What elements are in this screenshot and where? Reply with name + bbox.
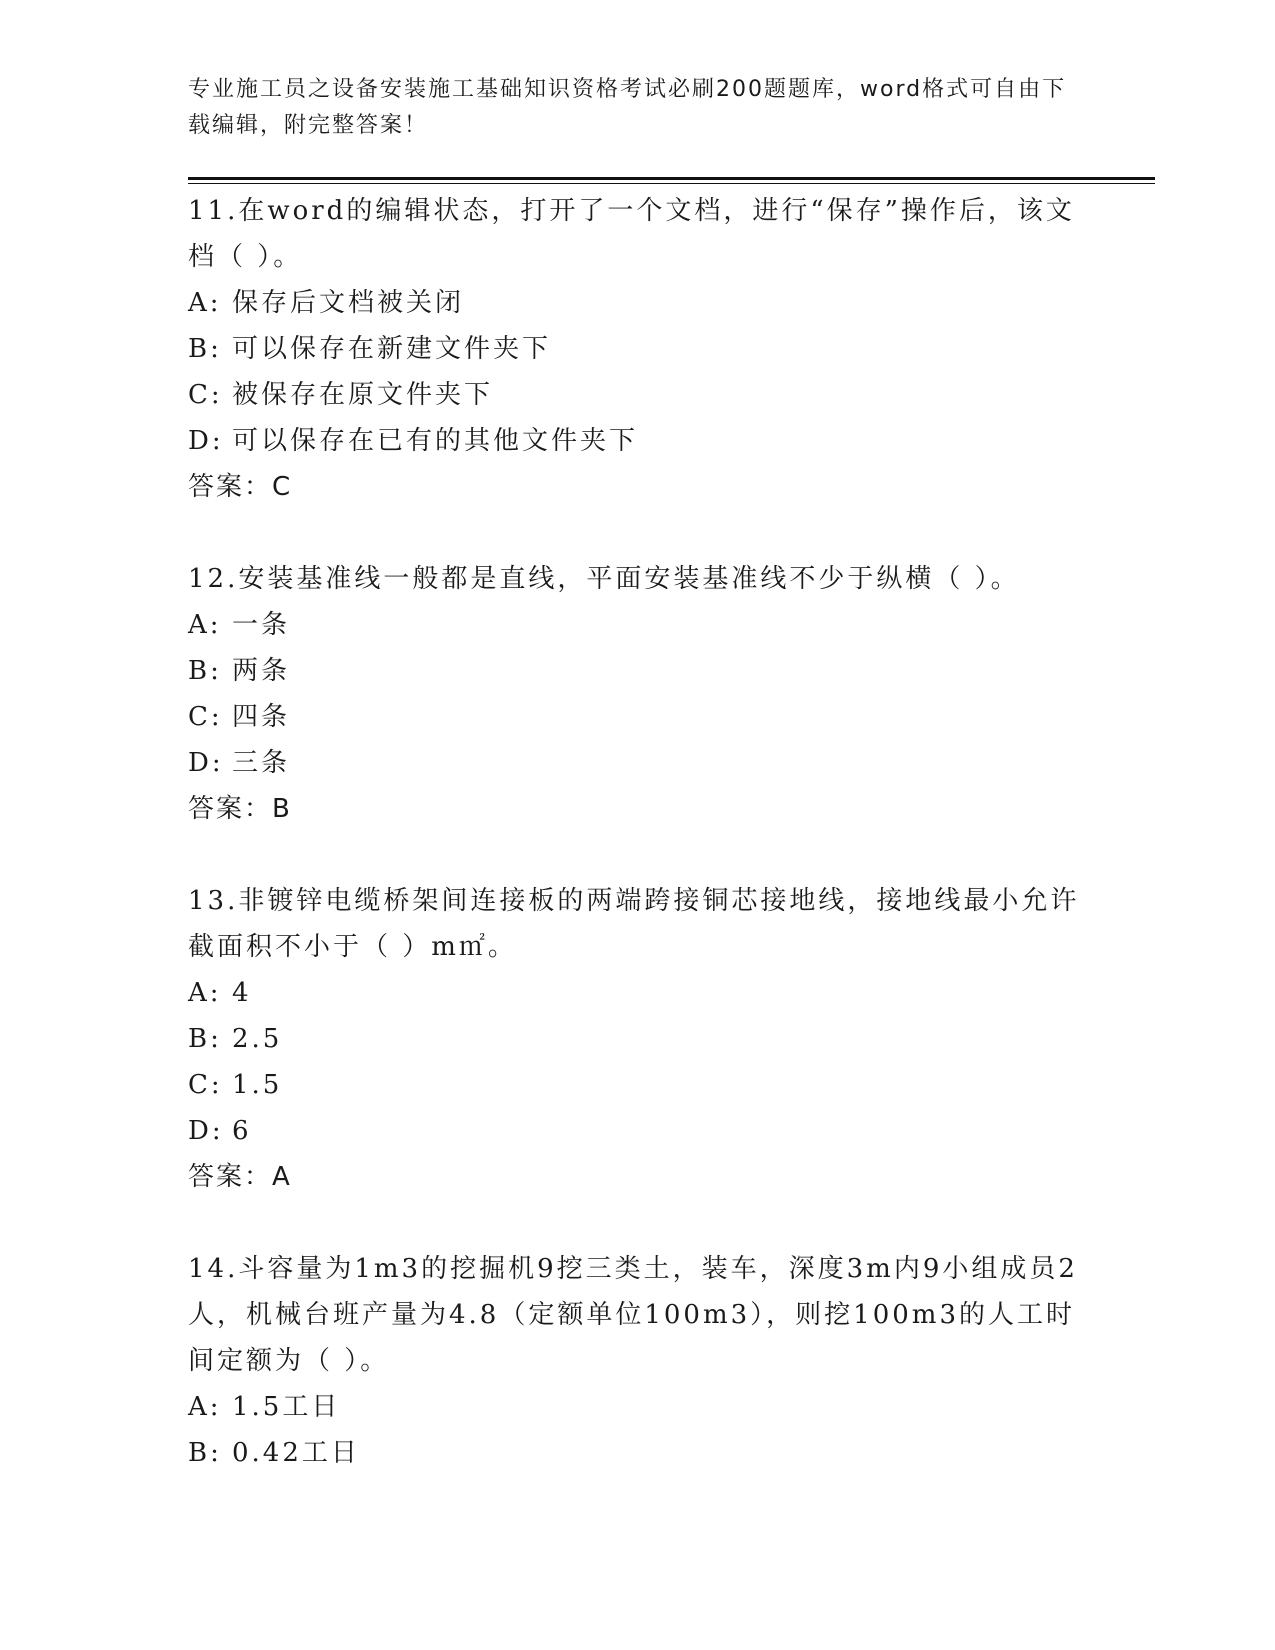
option-b — [188, 648, 1088, 694]
option-c — [188, 694, 1088, 740]
option-d — [188, 418, 1088, 464]
option-c — [188, 1062, 1088, 1108]
option-letter: B: — [188, 1438, 222, 1468]
option-letter: C: — [188, 380, 223, 410]
option-a — [188, 970, 1088, 1016]
option-text: 1.5 — [232, 1070, 283, 1100]
option-b — [188, 1016, 1088, 1062]
question-item — [188, 188, 1088, 510]
option-text: 4 — [232, 978, 252, 1008]
option-letter: B: — [188, 334, 222, 364]
option-b — [188, 326, 1088, 372]
option-text: 四条 — [232, 702, 291, 732]
answer-line: 答案：B — [188, 794, 292, 824]
option-c — [188, 372, 1088, 418]
option-letter: A: — [188, 978, 222, 1008]
header-rule-thick — [188, 177, 1155, 180]
option-letter: D: — [188, 426, 224, 456]
question-list — [188, 188, 1088, 1522]
option-d — [188, 1108, 1088, 1154]
option-text: 1.5工日 — [232, 1392, 341, 1422]
question-stem: 14.斗容量为1m3的挖掘机9挖三类土，装车，深度3m内9小组成员2人，机械台班产量为4.8（定额单位100m3），则挖100m3的人工时间定额为（ ）。 — [188, 1254, 1078, 1376]
option-letter: A: — [188, 288, 222, 318]
option-text: 三条 — [232, 748, 291, 778]
document-header: 专业施工员之设备安装施工基础知识资格考试必刷200题题库，word格式可自由下载编辑，附完整答案！ — [188, 77, 1067, 138]
option-letter: B: — [188, 1024, 222, 1054]
option-letter: D: — [188, 1116, 224, 1146]
option-text: 0.42工日 — [232, 1438, 360, 1468]
option-text: 被保存在原文件夹下 — [232, 380, 494, 410]
question-item — [188, 1246, 1088, 1476]
answer-line: 答案：C — [188, 472, 293, 502]
option-text: 2.5 — [232, 1024, 283, 1054]
option-text: 两条 — [232, 656, 291, 686]
option-text: 可以保存在新建文件夹下 — [232, 334, 552, 364]
option-text: 一条 — [232, 610, 291, 640]
option-letter: A: — [188, 610, 222, 640]
option-letter: D: — [188, 748, 224, 778]
option-letter: C: — [188, 702, 223, 732]
option-b — [188, 1430, 1088, 1476]
question-stem: 12.安装基准线一般都是直线，平面安装基准线不少于纵横（ ）。 — [188, 564, 1020, 594]
option-letter: C: — [188, 1070, 223, 1100]
option-text: 6 — [232, 1116, 252, 1146]
option-letter: B: — [188, 656, 222, 686]
question-item — [188, 878, 1088, 1200]
option-a — [188, 1384, 1088, 1430]
option-d — [188, 740, 1088, 786]
answer-line: 答案：A — [188, 1162, 292, 1192]
option-a — [188, 280, 1088, 326]
question-stem: 11.在word的编辑状态，打开了一个文档，进行“保存”操作后，该文档（ ）。 — [188, 196, 1075, 272]
option-text: 可以保存在已有的其他文件夹下 — [232, 426, 639, 456]
question-stem: 13.非镀锌电缆桥架间连接板的两端跨接铜芯接地线，接地线最小允许截面积不小于（ ）m㎡。 — [188, 886, 1080, 962]
option-a — [188, 602, 1088, 648]
option-letter: A: — [188, 1392, 222, 1422]
question-item — [188, 556, 1088, 832]
option-text: 保存后文档被关闭 — [232, 288, 465, 318]
header-rule-thin — [188, 183, 1155, 184]
